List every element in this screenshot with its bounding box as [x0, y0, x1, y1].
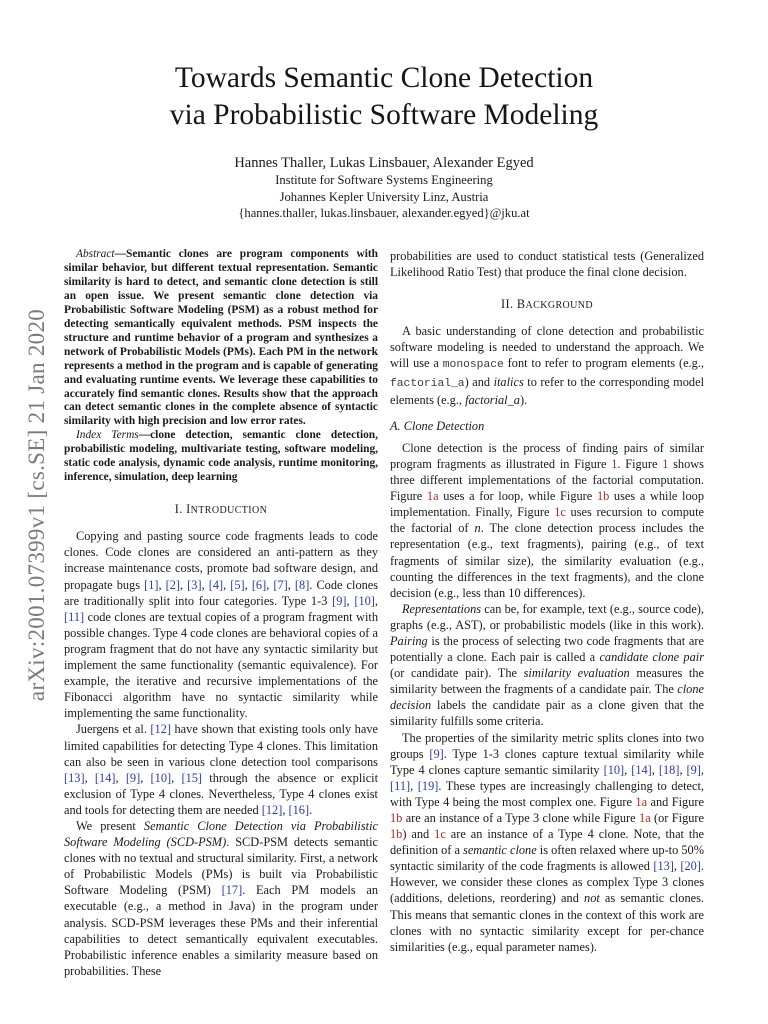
clone-detection-paragraph-3: The properties of the similarity metric splits clones into two groups [9]. Type 1-3 clones capture textual similarity while Type 4 clones capture semantic similarity [10], [14], [18], [9], [11], [19]. These types are increasingly challenging to detect, with Type 4 being the most complex one. Figure 1a and Figure 1b are an instance of a Type 3 clone while Figure 1a (or Figure 1b) and 1c are an instance of a Type 4 clone. Note, that the definition of a semantic clone is often relaxed where up-to 50% syntactic similarity of the code fragments is allowed [13], [20]. However, we consider these clones as complex Type 3 clones (additions, deletions, reordering) and not as semantic clones. This means that semantic clones in the context of this work are clones with no syntactic similarity except for per-chance similarities (e.g., equal parameter names). [390, 730, 705, 954]
intro-paragraph-1: Copying and pasting source code fragments leads to code clones. Code clones are considered an anti-pattern as they increase maintenance costs, promote bad software design, and propagate bugs [1], [2], [3], [4], [5], [6], [7], [8]. Code clones are traditionally split into four categories. Type 1-3 [9], [10], [11] code clones are textual copies of a program fragment with possible changes. Type 4 code clones are behavioral copies of a program fragment that do not have any syntactic similarity but implement the same functionality (semantic equivalence). For example, the iterative and recursive implementations of the Fibonacci algorithm have no syntactic similarity while implementing the same functionality. [64, 529, 379, 721]
paper-title [100, 60, 668, 134]
abstract-text: —Semantic clones are program components with similar behavior, but different textual representation. Semantic similarity is hard to detect, and semantic clone detection is still an open issue. We present semantic clone detection via Probabilistic Software Modeling (PSM) as a robust method for detecting semantically equivalent methods. PSM inspects the structure and runtime behavior of a program and synthesizes a network of Probabilistic Models (PMs). Each PM in the network represents a method in the program and is capable of generating and evaluating runtime events. We leverage these capabilities to accurately find semantic clones. Results show that the approach can detect semantic clones in the complete absence of syntactic similarity with high precision and low error rates. [64, 248, 378, 428]
section-heading-introduction: I. INTRODUCTION [174, 502, 268, 517]
abstract-label: Abstract [76, 248, 115, 260]
index-terms [64, 429, 378, 485]
author-block [100, 154, 668, 222]
arxiv-sidebar [19, 280, 55, 730]
index-terms-label: Index Terms [76, 429, 139, 442]
intro-paragraph-2: Juergens et al. [12] have shown that existing tools only have limited capabilities for detecting Type 4 clones. This limitation can also be seen in various clone detection tool comparisons [13], [14], [9], [10], [15] through the absence or explicit exclusion of Type 4 clones. Nevertheless, Type 4 clones exist and tools for detecting them are needed [12], [16]. [64, 722, 379, 817]
author-emails: {hannes.thaller, lukas.linsbauer, alexander.egyed}@jku.at [238, 206, 530, 220]
index-terms-text: —clone detection, semantic clone detection, probabilistic modeling, multivariate testing, software modeling, static code analysis, dynamic code analysis, runtime monitoring, inference, simulation, deep learning [64, 429, 378, 484]
background-paragraph-1: A basic understanding of clone detection and probabilistic software modeling is needed to understand the approach. We will use a monospace font to refer to program elements (e.g., factorial_a) and italics to refer to the corresponding model elements (e.g., factorial_a). [390, 324, 704, 407]
title-line-1: Towards Semantic Clone Detection [174, 62, 594, 94]
affiliation-university: Johannes Kepler University Linz, Austria [279, 189, 489, 204]
author-names: Hannes Thaller, Lukas Linsbauer, Alexander Egyed [234, 155, 534, 171]
arxiv-identifier: arXiv:2001.07399v1 [cs.SE] 21 Jan 2020 [24, 308, 49, 702]
intro-paragraph-continued: probabilities are used to conduct statistical tests (Generalized Likelihood Ratio Test) that produce the final clone decision. [390, 249, 704, 280]
intro-paragraph-3: We present Semantic Clone Detection via Probabilistic Software Modeling (SCD-PSM). SCD-PSM detects semantic clones with no textual and structural similarity. First, a network of Probabilistic Models (PMs) is built via Probabilistic Software Modeling (PSM) [17]. Each PM models an executable (e.g., a method in Java) in the program under analysis. SCD-PSM leverages these PMs and their inferential capabilities to detect semantically equivalent executables. Probabilistic inference enables a similarity measure based on probabilities. These [64, 818, 378, 978]
clone-detection-paragraph-2: Representations can be, for example, text (e.g., source code), graphs (e.g., AST), or probabilistic models (like in this work). Pairing is the process of selecting two code fragments that are potentially a clone. Each pair is called a candidate clone pair (or candidate pair). The similarity evaluation measures the similarity between the fragments of a candidate pair. The clone decision labels the candidate pair as a clone given that the similarity fulfills some criteria. [390, 601, 704, 729]
title-line-2: via Probabilistic Software Modeling [169, 99, 599, 131]
right-column [390, 248, 704, 955]
left-column [64, 248, 378, 979]
section-heading-background: II. BACKGROUND [500, 297, 594, 312]
abstract [64, 248, 378, 429]
subsection-heading-clone-detection: A. Clone Detection [390, 418, 485, 433]
affiliation-institute: Institute for Software Systems Engineering [275, 173, 493, 187]
clone-detection-paragraph-1: Clone detection is the process of finding pairs of similar program fragments as illustrated in Figure 1. Figure 1 shows three different implementations of the factorial computation. Figure 1a uses a for loop, while Figure 1b uses a while loop implementation. Finally, Figure 1c uses recursion to compute the factorial of n. The clone detection process includes the representation (e.g., text fragments), pairing (e.g., of text fragments of similar size), the similarity evaluation (e.g., counting the differences in the text fragments), and the clone decision (e.g., less than 10 differences). [390, 440, 704, 600]
